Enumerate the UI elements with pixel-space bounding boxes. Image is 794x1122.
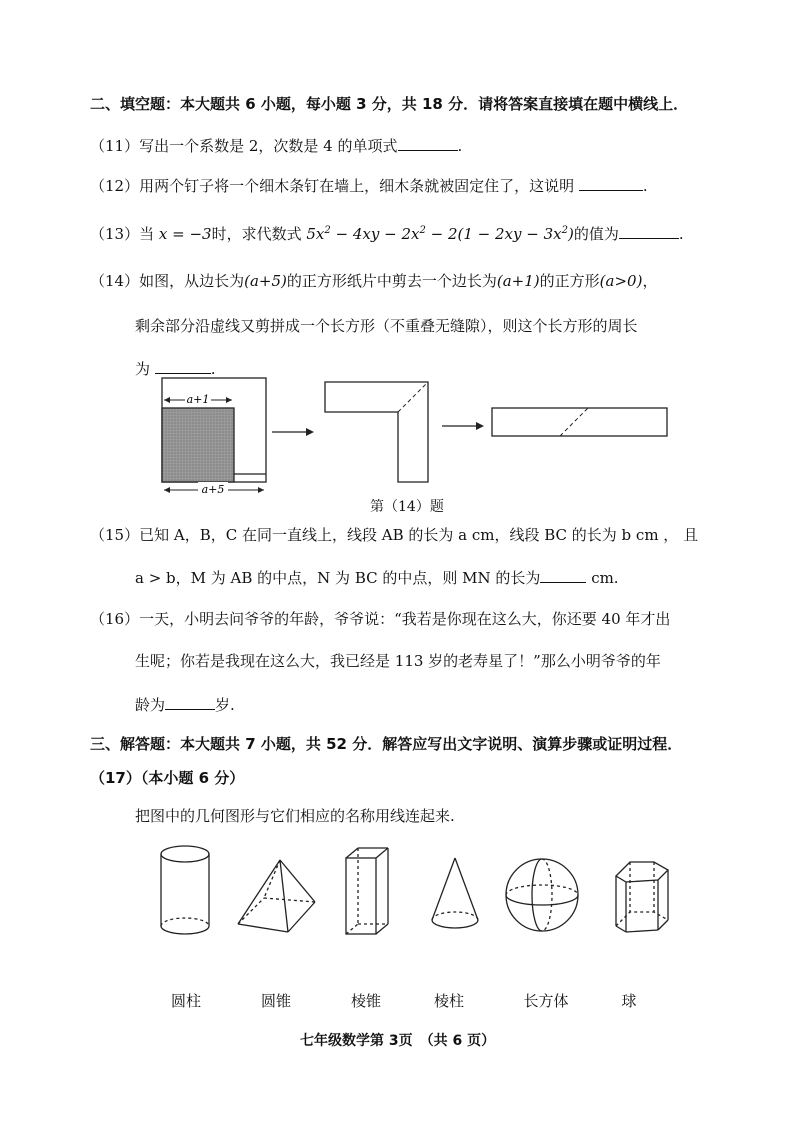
- solids-figure: [150, 840, 680, 950]
- inner-square-shaded: [162, 408, 234, 482]
- question-15-number: （15）: [90, 526, 140, 544]
- question-12: （12）用两个钉子将一个细木条钉在墙上，细木条就被固定住了，这说明 .: [90, 174, 648, 196]
- prism-shape: [616, 862, 668, 932]
- inner-side-label: a+1: [186, 393, 210, 406]
- question-16-text-c: 龄为: [135, 696, 166, 714]
- question-14-line-3: 为 .: [135, 357, 216, 379]
- name-cuboid: 长方体: [523, 992, 569, 1010]
- long-rectangle: [492, 408, 667, 436]
- question-13-condition: x = −3: [158, 225, 212, 243]
- answer-blank-11: [398, 134, 458, 151]
- question-11-number: （11）: [90, 137, 140, 155]
- question-14-line-2: 剩余部分沿虚线又剪拼成一个长方形（不重叠无缝隙），则这个长方形的周长: [135, 317, 638, 335]
- question-15-text-a: 已知 A，B，C 在同一直线上，线段 AB 的长为 a cm，线段 BC 的长为 b cm ， 且: [139, 526, 699, 544]
- page-footer: 七年级数学第 3页 （共 6 页）: [300, 1033, 496, 1049]
- cuboid-shape: [346, 848, 388, 934]
- question-11: （11）写出一个系数是 2，次数是 4 的单项式 .: [90, 134, 462, 156]
- name-pyramid: 棱锥: [350, 992, 381, 1010]
- question-13-mid: 时，求代数式: [211, 225, 302, 243]
- question-13-tail: 的值为: [573, 225, 619, 243]
- answer-blank-12: [579, 174, 643, 191]
- answer-blank-16: [165, 693, 215, 710]
- question-14-text-c: 的正方形: [539, 272, 600, 290]
- outer-side-label: a+5: [201, 483, 225, 496]
- sphere-shape: [506, 859, 578, 931]
- question-15-line-1: [90, 525, 698, 545]
- question-14-text-d: 为: [135, 360, 151, 378]
- section-3-header: 三、解答题：本大题共 7 小题，共 52 分．解答应写出文字说明、演算步骤或证明过程．: [90, 735, 683, 753]
- question-16-line-3: [135, 693, 235, 715]
- answer-blank-15: [540, 566, 586, 583]
- question-13-expression: $5x^2 - 4xy - 2x^2 - 2(1 - 2xy - 3x^2)$: [306, 225, 574, 243]
- question-14-side-inner: (a+1): [496, 272, 540, 290]
- question-14-number: （14）: [90, 272, 140, 290]
- section-2-header: 二、填空题：本大题共 6 小题，每小题 3 分，共 18 分．请将答案直接填在题中横线上．: [90, 95, 689, 113]
- l-shape: [325, 382, 428, 482]
- question-15-text-b: a > b，M 为 AB 的中点，N 为 BC 的中点，则 MN 的长为: [135, 569, 541, 587]
- question-14-figure: [150, 374, 680, 496]
- name-prism: 棱柱: [433, 992, 464, 1010]
- question-15-unit: cm.: [591, 569, 619, 587]
- question-12-text: 用两个钉子将一个细木条钉在墙上，细木条就被固定住了，这说明: [139, 177, 575, 195]
- question-17-instruction: 把图中的几何图形与它们相应的名称用线连起来.: [135, 807, 455, 825]
- figure-14-caption: 第（14）题: [370, 499, 444, 515]
- name-cylinder: 圆柱: [170, 992, 201, 1010]
- question-14-side-outer: (a+5): [244, 272, 287, 290]
- question-14-text-b: 的正方形纸片中剪去一个边长为: [286, 272, 497, 290]
- question-14-condition: (a>0): [599, 272, 643, 290]
- name-sphere: 球: [621, 992, 637, 1010]
- pyramid-shape: [238, 860, 315, 932]
- question-14-text-a: 如图，从边长为: [139, 272, 245, 290]
- cone-shape: [432, 858, 478, 928]
- question-13: （13）当 x = −3时，求代数式 $5x^2 - 4xy - 2x^2 - 2(1 - 2xy - 3x^2)$的值为 .: [90, 221, 684, 244]
- question-17-number: （17）（本小题 6 分）: [90, 769, 245, 787]
- question-13-prefix: 当: [139, 225, 155, 243]
- question-16-line-1: [90, 609, 670, 629]
- name-cone: 圆锥: [260, 992, 291, 1010]
- question-14-line-1: （14）如图，从边长为(a+5)的正方形纸片中剪去一个边长为(a+1)的正方形(a>0)，: [90, 272, 658, 290]
- question-15-line-2: [135, 566, 619, 588]
- question-11-text: 写出一个系数是 2，次数是 4 的单项式: [139, 137, 398, 155]
- question-16-line-2: 生呢；你若是我现在这么大，我已经是 113 岁的老寿星了！”那么小明爷爷的年: [135, 652, 661, 670]
- answer-blank-13: [619, 222, 679, 239]
- question-16-number: （16）: [90, 610, 140, 628]
- cylinder-shape: [161, 846, 209, 934]
- question-16-unit: 岁.: [215, 696, 235, 714]
- question-16-text-a: 一天，小明去问爷爷的年龄，爷爷说：“我若是你现在这么大，你还要 40 年才出: [139, 610, 671, 628]
- question-13-number: （13）: [90, 225, 140, 243]
- answer-blank-14: [155, 357, 211, 374]
- question-12-number: （12）: [90, 177, 140, 195]
